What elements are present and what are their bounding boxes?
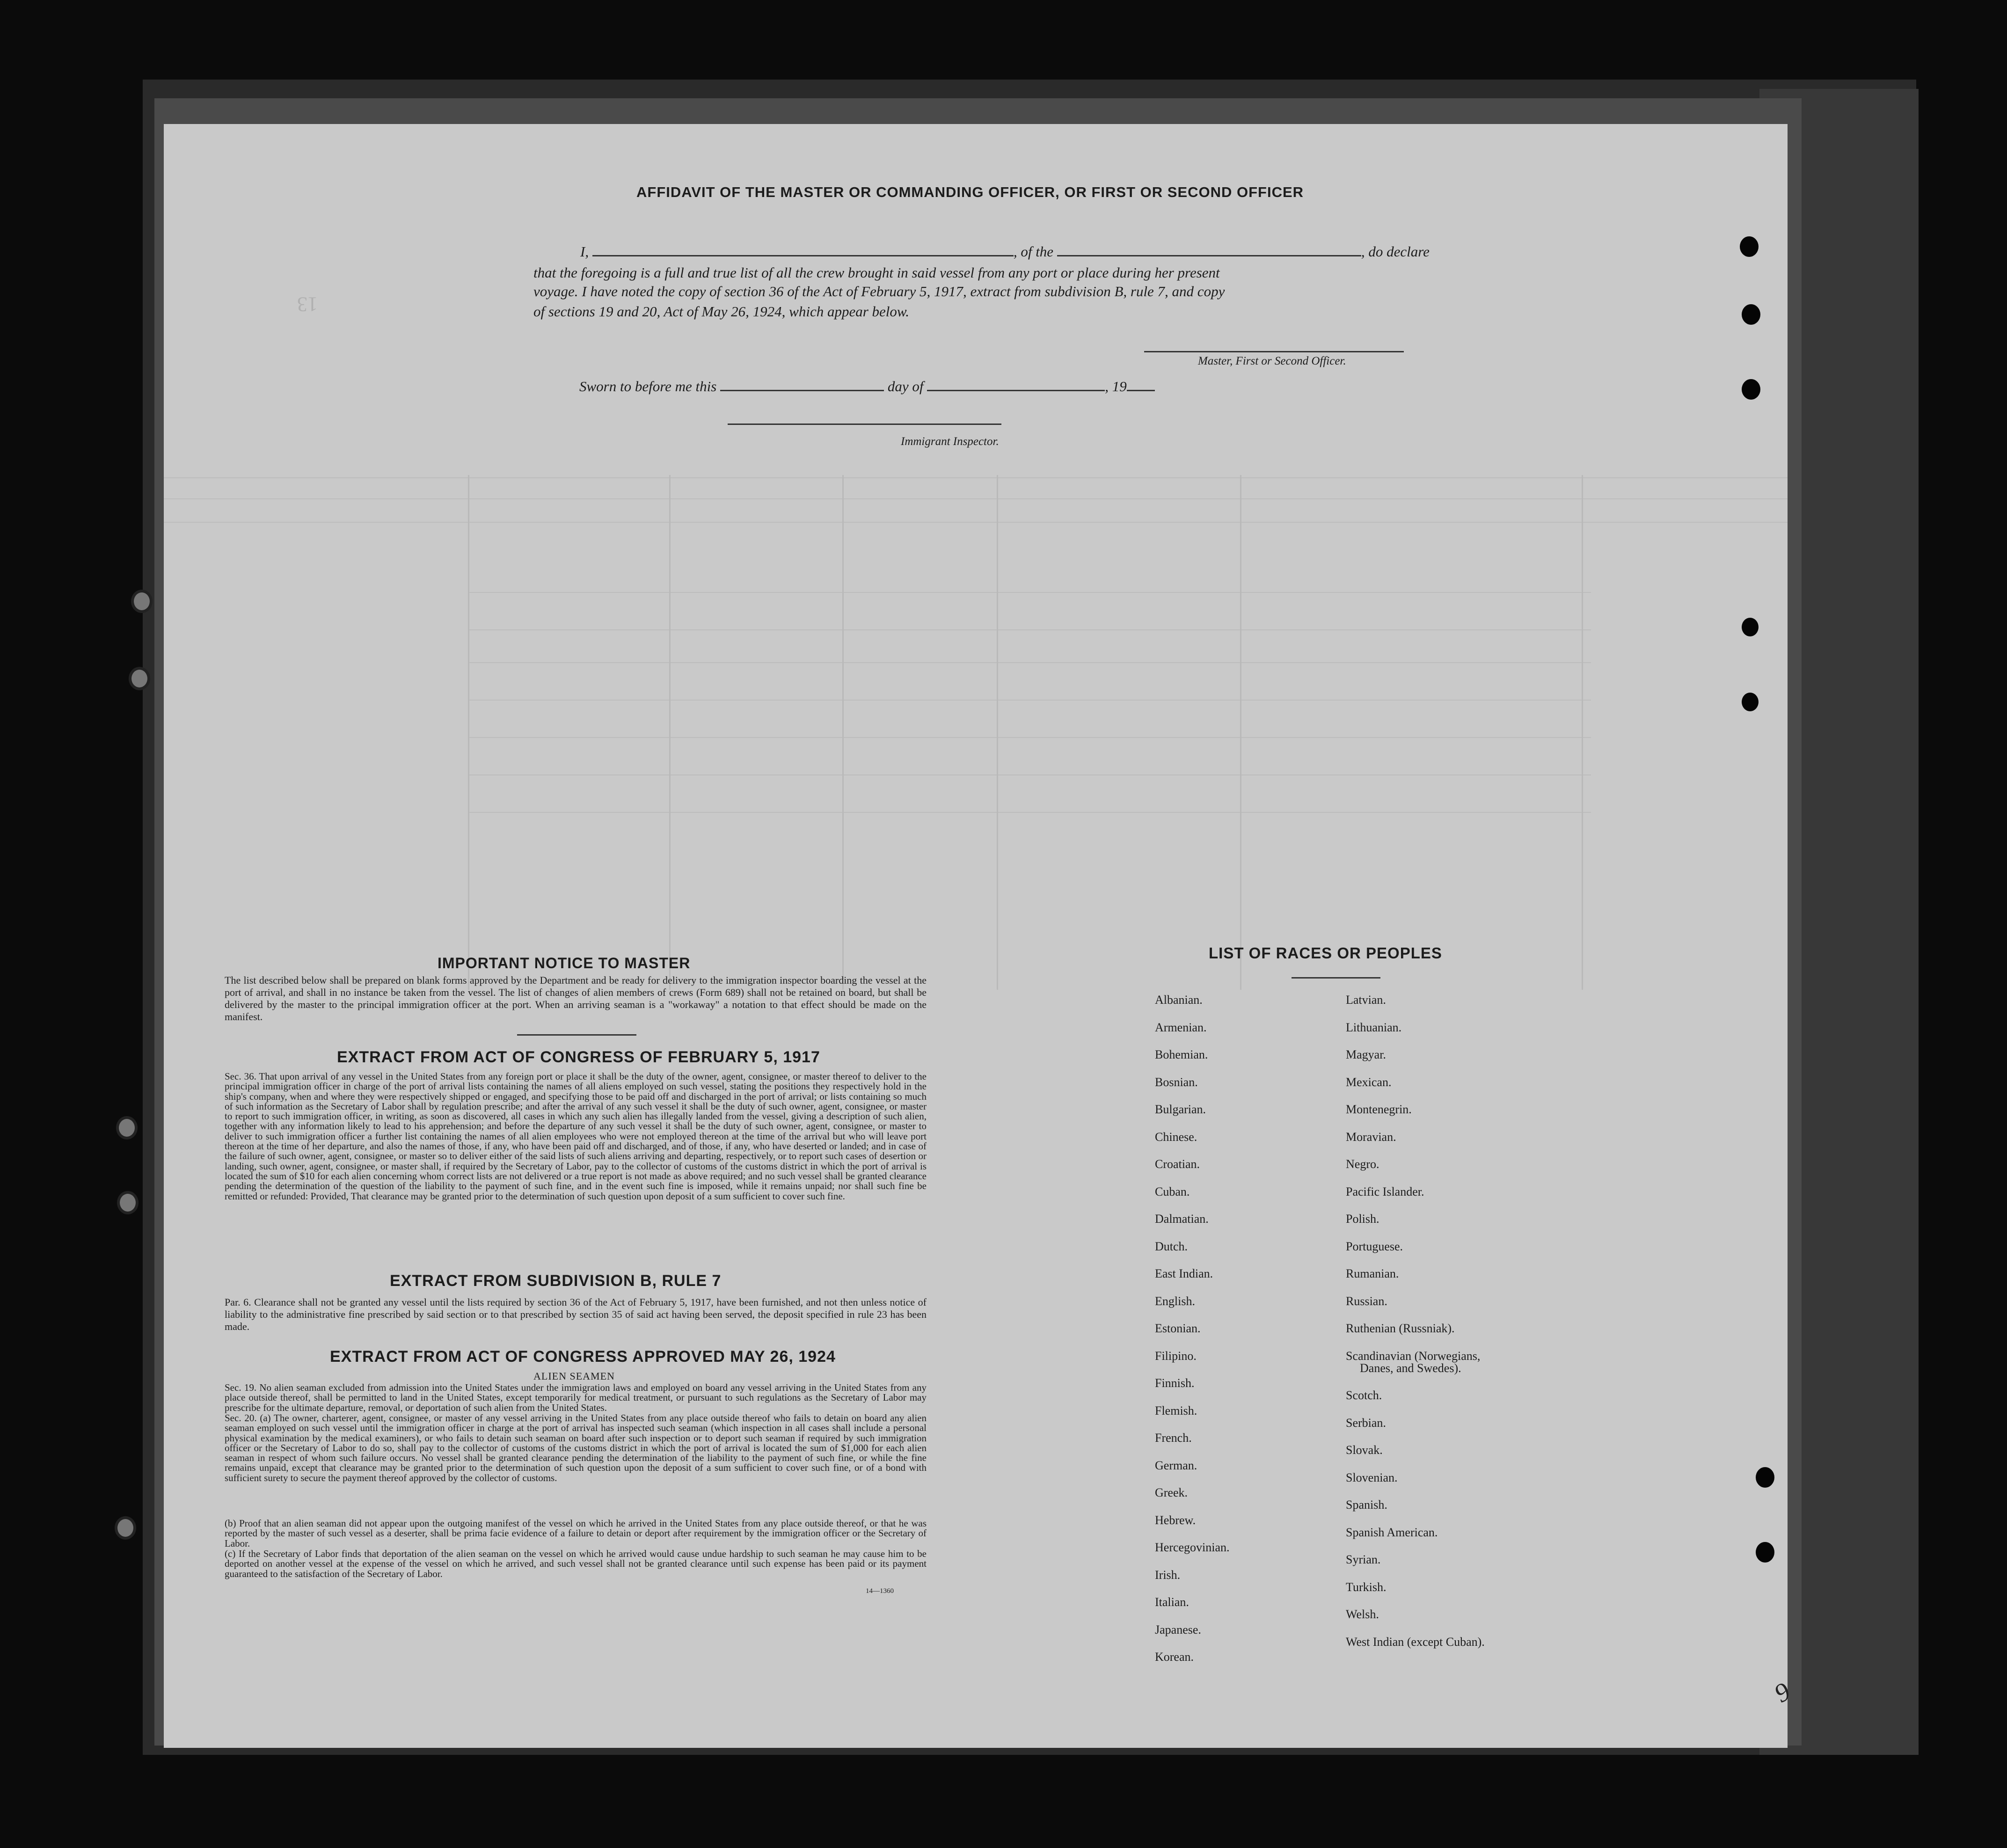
punch-hole (131, 590, 153, 613)
race-item: Turkish. (1346, 1580, 1387, 1594)
name-blank[interactable] (592, 255, 1014, 256)
day-blank[interactable] (720, 390, 884, 391)
race-item: Syrian. (1346, 1553, 1381, 1566)
year-label: , 19 (1105, 378, 1127, 394)
sworn-label: Sworn to before me this (579, 378, 717, 394)
notice-divider (517, 1034, 636, 1036)
race-item: Rumanian. (1346, 1267, 1399, 1280)
race-item: Bulgarian. (1155, 1103, 1206, 1116)
races-title: LIST OF RACES OR PEOPLES (1209, 944, 1442, 962)
punch-hole (115, 1516, 136, 1540)
race-item: Ruthenian (Russniak). (1346, 1322, 1455, 1335)
affidavit-declare: , do declare (1361, 243, 1430, 260)
inspector-signature-line[interactable] (728, 424, 1001, 425)
year-blank[interactable] (1127, 390, 1155, 391)
race-item: Bosnian. (1155, 1075, 1198, 1089)
day-of-label: day of (887, 378, 924, 394)
race-item: Korean. (1155, 1650, 1194, 1664)
race-item: Pacific Islander. (1346, 1185, 1424, 1198)
race-item: Cuban. (1155, 1185, 1190, 1198)
master-signature-label: Master, First or Second Officer. (1198, 355, 1346, 367)
race-item: Scotch. (1346, 1388, 1382, 1402)
race-item: Danes, and Swedes). (1360, 1361, 1461, 1375)
extract3-sec19: Sec. 19. No alien seaman excluded from admission into the United States under the immigration laws and employed on board any vessel arriving in the United States from any place outside thereof, shall be permitted to land in the United States, except temporarily for medical treatment, or pursuant to such regulations as the Secretary of Labor may prescribe for the ultimate departure, removal, or deportation of such alien from the United States. (225, 1382, 927, 1413)
races-divider (1292, 977, 1380, 979)
race-item: Greek. (1155, 1486, 1188, 1499)
punch-hole (129, 667, 150, 690)
race-item: Mexican. (1346, 1075, 1392, 1089)
extract1-text: Sec. 36. That upon arrival of any vessel in the United States from any foreign port or place it shall be the duty of the owner, agent, consignee, or master thereof to deliver to the principal immigration officer in charge of the port of arrival lists containing the names of all aliens employed on such vessel, stating the positions they respectively hold in the ship's company, when and where they were respectively shipped or engaged, and specifying those to be paid off and discharged in the port of arrival; or lists containing so much of such information as the Secretary of Labor shall by regulation prescribe; and after the arrival of any such vessel it shall be the duty of such owner, agent, consignee, or master to report to such immigration officer, in writing, as soon as discovered, all cases in which any such alien has illegally landed from the vessel, giving a description of such alien, together with any information likely to lead to his apprehension; and before the departure of any such vessel it shall be the duty of such owner, agent, consignee, or master to deliver to such immigration officer a further list containing the names of all alien employees who were not employed thereon at the time of the arrival but who will leave port thereon at the time of her departure, and also the names of those, if any, who have been paid off and discharged, and of those, if any, who have deserted or landed; and in case of the failure of such owner, agent, consignee, or master so to deliver either of the said lists of such aliens arriving and departing, respectively, or to report such cases of desertion or landing, such owner, agent, consignee, or master shall, if required by the Secretary of Labor, pay to the collector of customs of the customs district in which the port of arrival is located the sum of $10 for each alien concerning whom correct lists are not delivered or a true report is not made as above required; and no such vessel shall be granted clearance pending the determination of the question of the liability to the payment of such fine, and in the event such fine is imposed, while it remains unpaid; nor shall such fine be remitted or refunded: Provided, That clearance may be granted prior to the determination of such question upon deposit of a sum sufficient to cover such fine. (225, 1071, 927, 1202)
race-item: Slovenian. (1346, 1471, 1398, 1484)
race-item: Estonian. (1155, 1322, 1201, 1335)
race-item: Russian. (1346, 1294, 1387, 1308)
affidavit-title: AFFIDAVIT OF THE MASTER OR COMMANDING OFFICER, OR FIRST OR SECOND OFFICER (636, 184, 1304, 200)
punch-hole (1742, 379, 1760, 400)
race-item: Magyar. (1346, 1048, 1386, 1061)
bleed-through-table (164, 124, 1788, 1748)
affidavit-line1 (580, 243, 1430, 260)
extract1-title: EXTRACT FROM ACT OF CONGRESS OF FEBRUARY 5, 1917 (337, 1048, 820, 1066)
race-item: Japanese. (1155, 1623, 1201, 1636)
month-blank[interactable] (927, 390, 1105, 391)
sworn-line (579, 378, 1155, 395)
extract3-sec20c: (c) If the Secretary of Labor finds that deportation of the alien seaman on the vessel on which he arrived would cause undue hardship to such seaman he may cause him to be deported on another vessel at the expense of the vessel on which he arrived, and such vessel shall not be granted clearance until such expense has been paid or its payment guaranteed to the satisfaction of the Secretary of Labor. (225, 1548, 927, 1579)
race-item: Dutch. (1155, 1240, 1188, 1253)
punch-hole (1742, 304, 1760, 325)
extract2-title: EXTRACT FROM SUBDIVISION B, RULE 7 (390, 1272, 722, 1290)
punch-hole (1756, 1542, 1774, 1563)
race-item: Albanian. (1155, 993, 1203, 1007)
race-item: Chinese. (1155, 1130, 1197, 1144)
race-item: Dalmatian. (1155, 1212, 1209, 1226)
race-item: Spanish American. (1346, 1526, 1438, 1539)
inspector-label: Immigrant Inspector. (901, 435, 999, 448)
notice-text: The list described below shall be prepared on blank forms approved by the Department and be ready for delivery to the immigration inspector boarding the vessel at the port of arrival, and shall in no instance be taken from the vessel. The list of changes of alien members of crews (Form 689) shall not be retained on board, but shall be delivered by the master to the principal immigration officer at the port. When an arriving seaman is a "workaway" a notation to that effect should be made on the manifest. (225, 974, 927, 1023)
race-item: Lithuanian. (1346, 1021, 1402, 1034)
affidavit-line4: of sections 19 and 20, Act of May 26, 1924, which appear below. (533, 303, 910, 320)
extract3-sec20b: (b) Proof that an alien seaman did not appear upon the outgoing manifest of the vessel on which he arrived in the United States from any place outside thereof, or that he was reported by the master of such vessel as a deserter, shall be prima facie evidence of a failure to detain or deport after requirement by the immigration officer or the Secretary of Labor. (225, 1518, 927, 1549)
race-item: Hercegovinian. (1155, 1541, 1230, 1554)
form-number: 14—1360 (866, 1587, 894, 1595)
race-item: Spanish. (1346, 1498, 1387, 1512)
punch-hole (116, 1116, 138, 1139)
race-item: French. (1155, 1431, 1192, 1445)
affidavit-line2: that the foregoing is a full and true list of all the crew brought in said vessel from any port or place during her present (533, 264, 1220, 281)
race-item: West Indian (except Cuban). (1346, 1635, 1485, 1649)
punch-hole (117, 1191, 139, 1214)
race-item: Montenegrin. (1346, 1103, 1412, 1116)
race-item: Negro. (1346, 1157, 1379, 1171)
corner-mark: 9 (1769, 1677, 1795, 1709)
race-item: Italian. (1155, 1595, 1189, 1609)
race-item: East Indian. (1155, 1267, 1213, 1280)
race-item: Scandinavian (Norwegians, (1346, 1349, 1481, 1363)
race-item: Latvian. (1346, 993, 1386, 1007)
extract3-subtitle: ALIEN SEAMEN (533, 1370, 615, 1382)
race-item: German. (1155, 1459, 1197, 1472)
master-signature-line[interactable] (1144, 351, 1404, 352)
race-item: Finnish. (1155, 1376, 1195, 1390)
punch-hole (1742, 693, 1759, 711)
race-item: Moravian. (1346, 1130, 1396, 1144)
margin-number: 13 (297, 293, 318, 316)
race-item: Croatian. (1155, 1157, 1200, 1171)
race-item: Flemish. (1155, 1404, 1197, 1417)
race-item: Filipino. (1155, 1349, 1197, 1363)
race-item: Polish. (1346, 1212, 1379, 1226)
vessel-blank[interactable] (1057, 255, 1361, 256)
extract3-sec20a: Sec. 20. (a) The owner, charterer, agent, consignee, or master of any vessel arriving in the United States from any place outside thereof who fails to detain on board any alien seaman employed on such vessel until the immigration officer in charge at the port of arrival has inspected such seaman (which inspection in all cases shall include a personal physical examination by the medical examiners), or who fails to detain such seaman on board after such inspection or to deport such seaman if required by such immigration officer or the Secretary of Labor to do so, shall pay to the collector of customs of the customs district in which the port of arrival is located the sum of $1,000 for each alien seaman in respect of whom such failure occurs. No vessel shall be granted clearance pending the determination of the liability to the payment of such fine, or while the fine remains unpaid, except that clearance may be granted prior to the determination of such question upon the deposit of a sum sufficient to cover such fine, or of a bond with sufficient surety to secure the payment thereof approved by the collector of customs. (225, 1412, 927, 1483)
race-item: Armenian. (1155, 1021, 1207, 1034)
extract3-title: EXTRACT FROM ACT OF CONGRESS APPROVED MAY 26, 1924 (330, 1348, 836, 1366)
affidavit-line3: voyage. I have noted the copy of section 36 of the Act of February 5, 1917, extract from subdivision B, rule 7, and copy (533, 283, 1225, 299)
race-item: Serbian. (1346, 1416, 1386, 1430)
race-item: Portuguese. (1346, 1240, 1403, 1253)
punch-hole (1740, 236, 1759, 257)
race-item: English. (1155, 1294, 1195, 1308)
race-item: Irish. (1155, 1568, 1181, 1582)
race-item: Welsh. (1346, 1607, 1379, 1621)
punch-hole (1742, 618, 1759, 636)
affidavit-of-the: , of the (1013, 243, 1054, 260)
affidavit-i: I, (580, 243, 589, 260)
race-item: Slovak. (1346, 1443, 1383, 1457)
notice-title: IMPORTANT NOTICE TO MASTER (438, 955, 691, 971)
race-item: Bohemian. (1155, 1048, 1208, 1061)
extract2-text: Par. 6. Clearance shall not be granted any vessel until the lists required by section 36 of the Act of February 5, 1917, have been furnished, and not then unless notice of liability to the administrative fine prescribed by said section or to that prescribed by section 35 of said act having been served, the deposit specified in rule 23 has been made. (225, 1296, 927, 1332)
punch-hole (1756, 1467, 1774, 1488)
race-item: Hebrew. (1155, 1513, 1196, 1527)
